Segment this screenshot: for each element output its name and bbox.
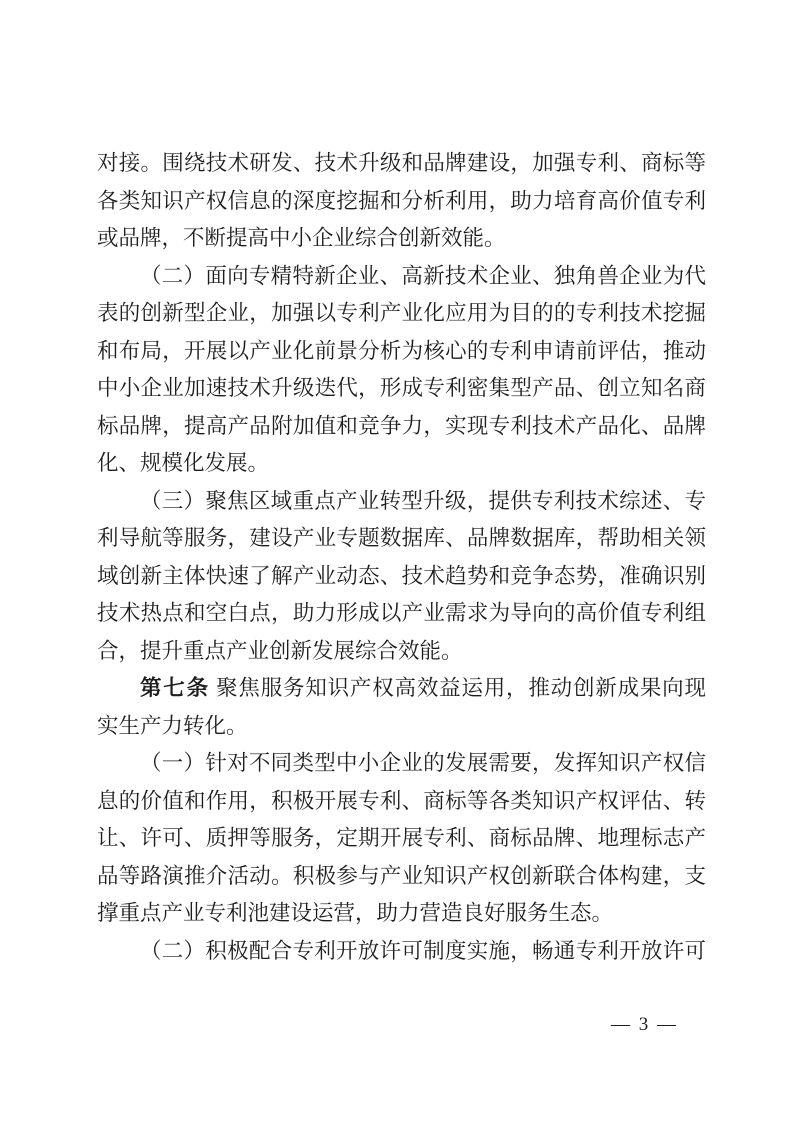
page-number: — 3 —: [611, 1014, 678, 1035]
text-line: 第七条 聚焦服务知识产权高效益运用，推动创新成果向现: [140, 676, 706, 700]
text-line: （二）积极配合专利开放许可制度实施，畅通专利开放许可: [140, 938, 706, 963]
text-line: 化、规模化发展。: [97, 451, 270, 475]
text-line: 域创新主体快速了解产业动态、技术趋势和竞争态势，准确识别: [97, 563, 706, 588]
text-line: 利导航等服务，建设产业专题数据库、品牌数据库，帮助相关领: [97, 526, 706, 550]
text-line: 各类知识产权信息的深度挖掘和分析利用，助力培育高价值专利: [97, 188, 706, 213]
text-line: 让、许可、质押等服务，定期开展专利、商标品牌、地理标志产: [97, 826, 706, 850]
text-line: 和布局，开展以产业化前景分析为核心的专利申请前评估，推动: [97, 338, 706, 363]
text-line: 表的创新型企业，加强以专利产业化应用为目的的专利技术挖掘: [97, 301, 706, 325]
text-line: （二）面向专精特新企业、高新技术企业、独角兽企业为代: [140, 263, 706, 288]
body-text: [97, 145, 706, 970]
text-line: （三）聚焦区域重点产业转型升级，提供专利技术综述、专: [140, 488, 706, 513]
text-line: 中小企业加速技术升级迭代，形成专利密集型产品、创立知名商: [97, 376, 706, 400]
text-line: 技术热点和空白点，助力形成以产业需求为导向的高价值专利组: [97, 601, 706, 625]
text-line: （一）针对不同类型中小企业的发展需要，发挥知识产权信: [140, 751, 706, 775]
text-line: 品等路演推介活动。积极参与产业知识产权创新联合体构建，支: [97, 863, 706, 888]
article-number: 第七条: [140, 676, 210, 700]
text-line: 实生产力转化。: [97, 713, 248, 738]
text-line: 合，提升重点产业创新发展综合效能。: [97, 638, 463, 663]
text-line: 撑重点产业专利池建设运营，助力营造良好服务生态。: [97, 901, 614, 925]
text-line: 标品牌，提高产品附加值和竞争力，实现专利技术产品化、品牌: [97, 413, 706, 438]
text-line: 息的价值和作用，积极开展专利、商标等各类知识产权评估、转: [97, 788, 706, 813]
text-line: 对接。围绕技术研发、技术升级和品牌建设，加强专利、商标等: [97, 151, 706, 175]
text-line: 或品牌，不断提高中小企业综合创新效能。: [97, 226, 506, 250]
